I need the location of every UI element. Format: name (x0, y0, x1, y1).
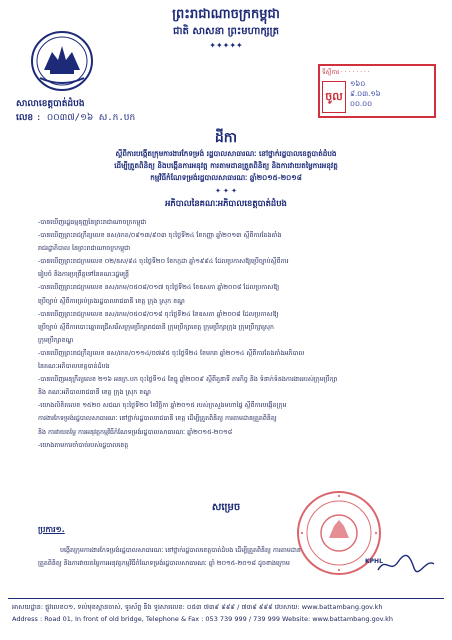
subject-line: ស្តីពីការបង្កើតក្រុមការងារកែទម្រង់ រដ្ឋបាលសាធារណៈ នៅថ្នាក់រដ្ឋបាលខេត្តបាត់ដំបង (115, 149, 337, 158)
article-line: បង្កើតក្រុមការងារកែទម្រង់រដ្ឋបាលសាធារណៈ នៅថ្នាក់រដ្ឋបាលខេត្តបាត់ដំបង ដើម្បីត្រួតពិនិត្យ ការតាមដាន (60, 547, 301, 554)
receipt-number: ១៦០ (350, 80, 366, 88)
consideration-line: រៀបចំ និងការប្រព្រឹត្តទៅនៃគណៈរដ្ឋមន្ត្រី (38, 271, 130, 279)
document-subject (20, 148, 432, 184)
reference-label: លេខ (16, 113, 34, 123)
subject-line: ដើម្បីត្រួតពិនិត្យ និងបង្កើនការអនុវត្ត ការតាមដានត្រួតពិនិត្យ និងការវាយតម្លៃការអនុវត្ត (114, 161, 338, 170)
kingdom-title: ព្រះរាជាណាចក្រកម្ពុជា (172, 7, 280, 22)
consideration-line: និង ការវាយតម្លៃ ការអនុវត្តកម្មវិធីកំណែទម្រង់រដ្ឋបាលសាធារណៈ ឆ្នាំ២០១៥-២០១៨ (38, 428, 233, 436)
article-line: ត្រួតពិនិត្យ និងការវាយតម្លៃការអនុវត្តកម្មវិធីកំណែទម្រង់រដ្ឋបាលសាធារណៈ ឆ្នាំ ២០១៥-២០១៨ ដូចខាងក្រោម (38, 560, 290, 567)
consideration-line: -បានឃើញរដ្ឋធម្មនុញ្ញនៃព្រះរាជាណាចក្រកម្ពុជា (38, 219, 147, 226)
consideration-line: -បានឃើញព្រះរាជក្រឹត្យលេខ នស/រកត/០១១៤/០៧៩៥ ចុះថ្ងៃទី២៤ ខែមករា ឆ្នាំ២០១៤ ស្តីពីការតែងតាំងអភិបាល (38, 349, 305, 357)
consideration-line: ការងារកែទម្រង់រដ្ឋបាលសាធារណៈ នៅថ្នាក់រដ្ឋបាលរាជធានី ខេត្ត ដើម្បីត្រួតពិនិត្យ ការតាមដានត្រួតពិនិត្យ (38, 415, 277, 423)
stamp-caption: KPHL (365, 558, 383, 565)
footer-address-khmer: អាសយដ្ឋាន: ផ្លូវលេខ០១, ទល់មុខស្ពានចាស់, ទូរស័ព្ទ និង ទូរសារលេខ: ០៥៣ ៧៣៩ ៩៩៩ / ៧៣៩ ៩៩៩ វេបសាយ: www.battambang.gov.kh (12, 603, 383, 611)
national-motto: ជាតិ សាសនា ព្រះមហាក្សត្រ (173, 26, 279, 37)
receipt-stamp (318, 64, 436, 118)
document-title: ដីកា (214, 130, 238, 146)
province-emblem-icon (30, 30, 94, 92)
decision-heading: សម្រេច (211, 502, 241, 513)
organization-name: សាលាខេត្តបាត់ដំបង (16, 99, 85, 109)
motto-ornament: ✦✦✦✦✦ (209, 41, 243, 50)
consideration-line: -បានឃើញព្រះរាជក្រមលេខ នស/រកម/០៥០៨/០១៨ ចុះថ្ងៃទី២៤ ខែឧសភា ឆ្នាំ២០០៨ ដែលប្រកាសឱ្យ (38, 310, 279, 318)
signature-icon (376, 552, 436, 576)
consideration-line: រាជរដ្ឋាភិបាល នៃព្រះរាជាណាចក្រកម្ពុជា (38, 245, 131, 253)
subject-ornament: ✦ ✦ ✦ (214, 187, 238, 195)
consideration-line: -បានឃើញព្រះរាជក្រមលេខ នស/រកម/០៥០៨/០១៧ ចុះថ្ងៃទី២៤ ខែឧសភា ឆ្នាំ២០០៨ ដែលប្រកាសឱ្យ (38, 284, 280, 292)
footer-address-english: Address : Road 01, In front of old bridge, Telephone & Fax : 053 739 999 / 739 999 Website: www.battambang.gov.kh (12, 615, 393, 623)
subject-line: កម្មវិធីកំណែទម្រង់រដ្ឋបាលសាធារណៈ ឆ្នាំ២០១៥-២០១៨ (150, 173, 302, 182)
receipt-stamp-header: ទីស្តីការ · · · · · · · · (322, 69, 370, 76)
consideration-line: ប្រើច្បាប់ ស្តីពីការគ្រប់គ្រងរដ្ឋបាលរាជធានី ខេត្ត ក្រុង ស្រុក ខណ្ឌ (38, 297, 185, 305)
footer-divider (8, 598, 444, 599)
issuing-authority: អភិបាលនៃគណៈអភិបាលខេត្តបាត់ដំបង (165, 198, 287, 208)
receipt-date: ៩.០៣.១៦ (350, 90, 381, 98)
consideration-line: និង គណៈអភិបាលរាជធានី ខេត្ត ក្រុង ស្រុក ខណ្ឌ (38, 389, 151, 397)
reference-number: : ០០៣៧/១៦ ស.ក.បក (36, 113, 136, 123)
consideration-line: -យោងលិខិតលេខ ១៥២០ សជណ ចុះថ្ងៃទី២០ ខែវិច្ឆិកា ឆ្នាំ២០១៥ របស់ក្រសួងមហាផ្ទៃ ស្តីពីការបង្កើតក្រុម (38, 402, 287, 410)
consideration-line: ប្រើច្បាប់ ស្តីពីការបោះឆ្នោតជ្រើសរើសក្រុមប្រឹក្សារាជធានី ក្រុមប្រឹក្សាខេត្ត ក្រុមប្រឹក្សាក្រុង ក្រុមប្រឹក្សាស្រុក (38, 323, 275, 331)
receipt-time: ០០.០០ (350, 100, 373, 108)
consideration-line: -បានឃើញព្រះរាជក្រឹត្យលេខ នស/រកត/០៩១៣/៩០៣ ចុះថ្ងៃទី២៤ ខែកញ្ញា ឆ្នាំ២០១៣ ស្តីពីការតែងតាំង (38, 232, 282, 240)
considerations-list (38, 216, 436, 452)
consideration-line: -បានឃើញអនុក្រឹត្យលេខ ២១៦ អនក្រ.បក ចុះថ្ងៃទី១៤ ខែធ្នូ ឆ្នាំ២០០៩ ស្តីពីតួនាទី ភារកិច្ច និង ទំនាក់ទំនងការងាររបស់ក្រុមប្រឹក្សា (38, 376, 338, 384)
article-label: ប្រការ១. (38, 525, 65, 534)
consideration-line: -យោងតាមការចាំបាច់របស់រដ្ឋបាលខេត្ត (38, 441, 129, 449)
consideration-line: ក្រុមប្រឹក្សាខណ្ឌ (38, 336, 74, 344)
consideration-line: នៃគណៈអភិបាលខេត្តបាត់ដំបង (38, 363, 110, 371)
consideration-line: -បានឃើញព្រះរាជក្រមលេខ ០២/នស/៩៤ ចុះថ្ងៃទី២០ ខែកក្កដា ឆ្នាំ១៩៩៤ ដែលប្រកាសឱ្យប្រើច្បាប់ស្តីពីការ (38, 258, 289, 266)
receipt-stamp-label: ចូល (322, 81, 346, 113)
reference-line (16, 112, 135, 125)
